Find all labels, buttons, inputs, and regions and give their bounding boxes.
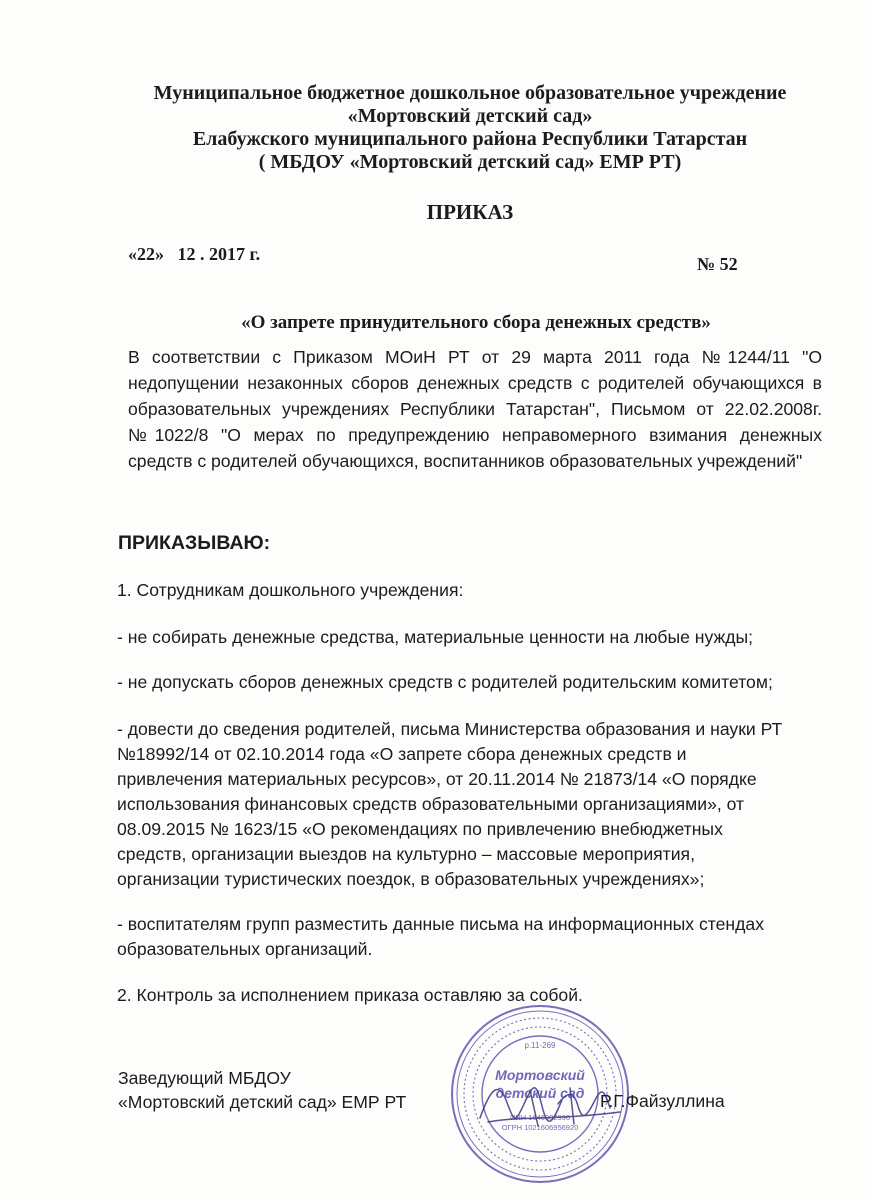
order-item-1-sub-4: [117, 912, 817, 962]
order-item-1: 1. Сотрудникам дошкольного учреждения:: [117, 580, 464, 600]
order-item-1-sub-3: [117, 717, 817, 892]
order-item-1-sub-1: - не собирать денежные средства, материальные ценности на любые нужды;: [117, 627, 754, 647]
stamp-inn: ИНН 1646002936: [509, 1113, 571, 1122]
sub-3-line: - довести до сведения родителей, письма Министерства образования и науки РТ: [117, 719, 783, 739]
sub-3-line: использования финансовых средств образовательными организациями», от: [117, 794, 745, 814]
header-line-3: Елабужского муниципального района Республики Татарстан: [192, 128, 748, 150]
sub-3-line: привлечения материальных ресурсов», от 20.11.2014 № 21873/14 «О порядке: [117, 769, 757, 789]
document-number: № 52: [697, 254, 738, 274]
order-item-2: 2. Контроль за исполнением приказа оставляю за собой.: [117, 985, 583, 1005]
stamp-code: р.11-269: [524, 1041, 556, 1050]
organization-header: [100, 82, 840, 174]
sub-3-line: средств, организации выездов на культурно – массовые мероприятия,: [117, 844, 695, 864]
stamp-ogrn: ОГРН 1021606956920: [501, 1123, 579, 1132]
signatory-name: Р.Г.Файзуллина: [600, 1091, 725, 1111]
position-line-2: «Мортовский детский сад» ЕМР РТ: [118, 1092, 407, 1112]
document-date: «22» 12 . 2017 г.: [128, 244, 261, 264]
preamble-text: В соответствии с Приказом МОиН РТ от 29 марта 2011 года №1244/11 "О недопущении незаконных сборов денежных средств с родителей обучающихся в образовательных учреждениях Республики Татарстан", Письмом от 22.02.2008г. №1022/8 "О мерах по предупреждению неправомерного взимания денежных средств с родителей обучающихся, воспитанников образовательных учреждений": [128, 347, 822, 471]
order-heading: ПРИКАЗЫВАЮ:: [118, 532, 271, 554]
position-line-1: Заведующий МБДОУ: [118, 1068, 291, 1088]
header-line-2: «Мортовский детский сад»: [347, 105, 593, 127]
header-line-1: Муниципальное бюджетное дошкольное образовательное учреждение: [153, 82, 787, 104]
sub-3-line: №18992/14 от 02.10.2014 года «О запрете сбора денежных средств и: [117, 744, 687, 764]
signatory-position: [118, 1066, 406, 1114]
sub-3-line: 08.09.2015 № 1623/15 «О рекомендациях по привлечению внебюджетных: [117, 819, 723, 839]
sub-4-line: - воспитателям групп разместить данные письма на информационных стендах: [117, 914, 764, 934]
sub-3-line: организации туристических поездок, в образовательных учреждениях»;: [117, 869, 705, 889]
sub-4-line: образовательных организаций.: [117, 939, 373, 959]
header-line-4: ( МБДОУ «Мортовский детский сад» ЕМР РТ): [258, 151, 682, 173]
document-subject: «О запрете принудительного сбора денежных средств»: [241, 312, 711, 333]
stamp-name-line-2: детский сад: [495, 1085, 585, 1101]
document-type: ПРИКАЗ: [426, 200, 514, 224]
order-item-1-sub-2: - не допускать сборов денежных средств с родителей родительским комитетом;: [117, 672, 773, 692]
stamp-name-line-1: Мортовский: [495, 1067, 585, 1083]
